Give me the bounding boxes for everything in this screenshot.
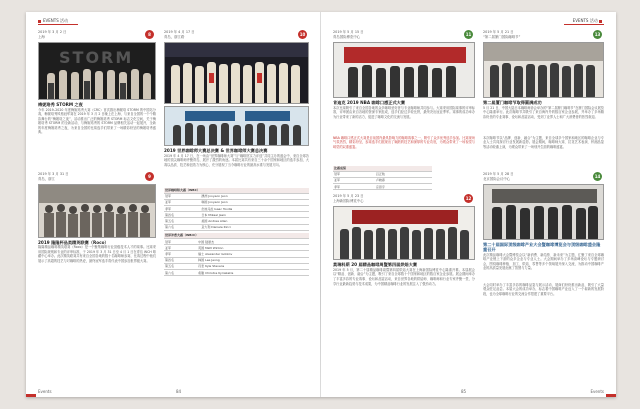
left-column-2 — [164, 30, 309, 280]
coffee-conference-photo — [484, 185, 604, 240]
article-12 — [333, 194, 475, 308]
article-14 — [483, 172, 604, 311]
table-row: 季军 危地马拉 Isaac Tovilla — [164, 206, 309, 212]
table-header: 世界咖啡师大赛（WBC） — [164, 188, 309, 194]
article-title: 肯迪克 2019 NBA 咖啡口感正式大赛 — [333, 100, 406, 105]
event-photo — [164, 42, 309, 104]
right-page — [321, 12, 616, 397]
roco-group-photo — [39, 185, 156, 238]
article-title: 2019 隆隆杯品类精英联赛（Roco） — [38, 239, 109, 245]
article-number-badge: 14 — [594, 173, 601, 179]
table-row: 季军 瑞士 Alexander Golikov — [164, 251, 309, 257]
left-page-number: 84 — [176, 389, 182, 394]
footer-accent-bar — [606, 394, 616, 397]
table-row: 亚军 卢晓春 — [333, 177, 432, 183]
article-body: 本次比赛吸引了来自全国各地的众多咖啡爱好者与专业咖啡师共同参与。大赛采用国际赛事的评审标准，评审团由来自各地的资深专家组成，选手们经过多轮比拼，最终决出冠亚季军。赛事的成功举办为行业带来了新的活力，促进了咖啡文化的交流与发展。 — [333, 105, 475, 119]
article-place: 上海 — [38, 35, 45, 39]
article-body: 此次精品咖啡大会暨博览会以“新消费、新趋势、新未来”为主题，汇聚了来自全球咖啡产业链上下游的众多企业与专业人士。大会期间举办了多场高峰论坛与专题研讨会，围绕咖啡种植、加工、烘焙、零售等多个领域展开深入交流，为推动中国咖啡产业的高质量发展贡献了智慧与力量。 — [483, 252, 604, 271]
table-row: 冠军 澳洲 Jooyeon Jeon — [164, 193, 309, 199]
wbc-stage-photo-1 — [165, 43, 309, 104]
article-number-badge: 10 — [299, 32, 306, 37]
event-photo — [164, 106, 309, 146]
magazine-spread — [26, 12, 616, 397]
right-footer-label: Events — [590, 389, 604, 394]
article-body-2: 本次咖啡节以“品牌、创新、融合”为主题，来自全球多个国家和地区的咖啡企业与专业人士共同探讨行业发展新趋势。展会期间，咖啡师大赛、拉花艺术表演、杯测品鉴等活动轮番上演，为观众带来了一场别开生面的咖啡盛宴。 — [483, 135, 604, 149]
article-body: 隆隆精品咖啡精英联赛（Roco）是一个聚集咖啡行业顶级技术人才的赛事。比赛采用国际规则和专业的评审标准，于 2019 年 3 月 31 日至 4 月 1 日在青岛 WCH 啡藏中心举办。此次精英联赛共有来自全国各地的数十名咖啡师参赛，比赛过程中他们展示了高超的技艺与对咖啡的热爱，最终冠军选手将代表中国参加世界级大赛。 — [38, 245, 156, 263]
article-body: 2019 年 4 月 17 日，在一场由“世界咖啡师大赛”与“咖啡馆实力评选”共同主办的盛会中，来自全球各地的顶尖咖啡师齐聚青岛，展开了激烈的角逐。本届比赛共有来自三十余个国家和地区的选手参加，大赛以品质、技艺和创造力为核心，充分展现了当今咖啡行业的最高水准与发展方向。 — [164, 153, 309, 167]
header-square-icon — [599, 20, 602, 23]
table-row: 冠军 吕正航 — [333, 171, 432, 177]
event-photo — [38, 42, 156, 100]
article-number-badge: 11 — [465, 32, 472, 37]
left-header: EVENTS 活动 — [38, 18, 68, 24]
article-place: 青岛国际博览中心 — [333, 35, 361, 39]
left-column-1 — [38, 30, 156, 303]
wbc-results-table — [164, 188, 309, 231]
article-number-badge: 8 — [145, 30, 154, 39]
article-number-badge: 13 — [594, 32, 601, 37]
roasting-event-photo — [334, 207, 475, 260]
event-photo — [333, 42, 475, 98]
article-number-badge: 9 — [145, 172, 154, 181]
article-title: 第二十届国际顶级咖啡产业大会暨咖啡博览会与顶级咖啡盛会隆重召开 — [483, 241, 601, 252]
article-date: 2019 年 3 月 2 日 — [38, 30, 67, 34]
article-title: 第二届厦门咖啡节取得圆满成功 — [483, 100, 542, 105]
table-header: 世界冲煮大赛（WBrC） — [164, 233, 309, 239]
table-row: 冠军 中国 陆豪杰 — [164, 239, 309, 245]
header-rule — [38, 24, 78, 25]
article-date: 2019 年 5 月 15 日 — [333, 30, 364, 34]
event-photo — [483, 42, 604, 98]
article-place: “第二届厦门国际咖啡节” — [483, 35, 521, 39]
table-row: 第四名 韩国 Lee Jeong — [164, 257, 309, 263]
article-body-2: 大会同时举办了丰富多彩的咖啡品鉴与展示活动，展商们纷纷推出新品，吸引了大量观众驻足品尝。本届大会的成功举办，标志着中国咖啡产业迈入了一个崭新的发展阶段，也为全球咖啡行业的交流合作搭建了重要平台。 — [483, 282, 604, 296]
table-row: 第六名 意大利 Daniele Ricci — [164, 224, 309, 230]
left-footer-label: Events — [38, 389, 52, 394]
header-rule — [564, 24, 604, 25]
event-photo — [483, 184, 604, 240]
article-date: 2019 年 5 月 23 日 — [333, 194, 364, 199]
table-row: 第六名 希腊 Christos Kyriakakis — [164, 269, 309, 275]
article-highlight: NBA 咖啡口感正式大赛是目前国内最具影响力的咖啡赛事之一，吸引了众多优秀选手参加。比赛现场气氛热烈，精彩纷呈，参赛选手们展现出了娴熟的技艺和深厚的专业功底，为观众带来了一场视觉与味觉的双重盛宴。 — [333, 135, 475, 149]
article-10 — [164, 30, 309, 276]
left-page — [26, 12, 321, 397]
right-column-1 — [333, 30, 475, 312]
article-place: 上海新国际博览中心 — [333, 199, 364, 204]
footer-accent-bar — [26, 394, 36, 397]
table-row: 第五名 丹麦 Kyle Stevens — [164, 263, 309, 269]
header-square-icon — [38, 20, 41, 23]
xiamen-festival-photo — [484, 43, 604, 98]
table-row: 亚军 韩国 Jooyeon Jeon — [164, 199, 309, 205]
article-13 — [483, 30, 604, 168]
storm-stage-photo — [39, 43, 156, 100]
article-11 — [333, 30, 475, 190]
svg-text:STORM: STORM — [59, 48, 134, 67]
article-date: 2019 年 5 月 21 日 — [483, 30, 514, 34]
right-page-number: 85 — [461, 389, 467, 394]
article-9 — [38, 172, 156, 300]
nba-event-photo — [334, 43, 475, 98]
article-number-badge: 12 — [465, 196, 472, 202]
table-header: 比赛成绩 — [333, 166, 432, 172]
right-header: EVENTS 活动 — [573, 18, 604, 24]
event-photo — [333, 206, 475, 260]
nba-results-table — [333, 166, 432, 191]
article-date: 2019 年 3 月 31 日 — [38, 171, 69, 176]
article-title: 梅妮珞秀 STORM 之夜 — [38, 102, 83, 107]
article-place: 北京国际会议中心 — [483, 176, 511, 181]
table-row: 第五名 美国 Andrea Allen — [164, 218, 309, 224]
wbc-stage-photo-2 — [165, 107, 309, 146]
table-row: 第四名 日本 Mikael Jasin — [164, 212, 309, 218]
wbrc-results-table — [164, 233, 309, 276]
article-title: 莫瑞科斯 20 届精品咖啡周暨第四届烘焙大赛 — [333, 262, 418, 268]
article-date: 2019 年 5 月 28 日 — [483, 171, 514, 176]
table-row: 亚军 英国 Matt Winton — [164, 245, 309, 251]
article-body: 5 月 21 日，中国大陆日本咖啡师协会举办的“第二届厦门咖啡节”在厦门国际会议展览中心隆重举行。此次咖啡节共吸引了来自海内外的数百家企业参展，并举办了多场精彩纷呈的专业赛事、论坛和品鉴活动，受到了业界人士和广大消费者的热烈欢迎。 — [483, 105, 604, 119]
article-body: 今年 2019–2020 年度梅妮珞秀大赛（CRC）首次推出梅妮珞 STORM 的中国站分赛，梅妮珞秀风格冠军赛在 2019 年 3 月 2 日晚上在上海，与来自全国的一个个精彩舞台的“梅妮珞之夜”，活动推出广泛的梅妮珞秀 STORM 标志文化空间，关于梅妮珞秀 STORM 的全新活动，与梅妮珞秀的 STORM 品牌相关活动一起展开，全新的年度梅妮珞秀之夜，为来自全国的比赛选手们带来了一场精彩纷呈的梅妮珞秀盛典。 — [38, 107, 156, 135]
right-column-2 — [483, 30, 604, 315]
article-place: 青岛，浙江 — [38, 176, 55, 181]
article-body: 2019 年 5 月，第二十届精品咖啡周暨第四届烘焙大赛在上海新国际博览中心隆重开幕。本届展会以“精品、创新、融合”为主题，吸引了来自全球数十个国家和地区的数百家企业参展。展会期间举办了丰富多彩的专业赛事、论坛和品鉴活动，来自世界各地的烘焙师、咖啡师和行业专家齐聚一堂，分享行业最新趋势与技术成果，为中国精品咖啡行业的发展注入了强劲动力。 — [333, 267, 475, 286]
article-title: 2019 世界咖啡师大赛总决赛 & 世界咖啡师大赛总决赛 — [164, 148, 268, 153]
event-photo — [38, 184, 156, 238]
article-place: 青岛，浙江路 — [164, 35, 185, 39]
article-date: 2019 年 4 月 17 日 — [164, 30, 195, 34]
table-row: 季军 宗思宇 — [333, 184, 432, 190]
article-8 — [38, 30, 156, 168]
